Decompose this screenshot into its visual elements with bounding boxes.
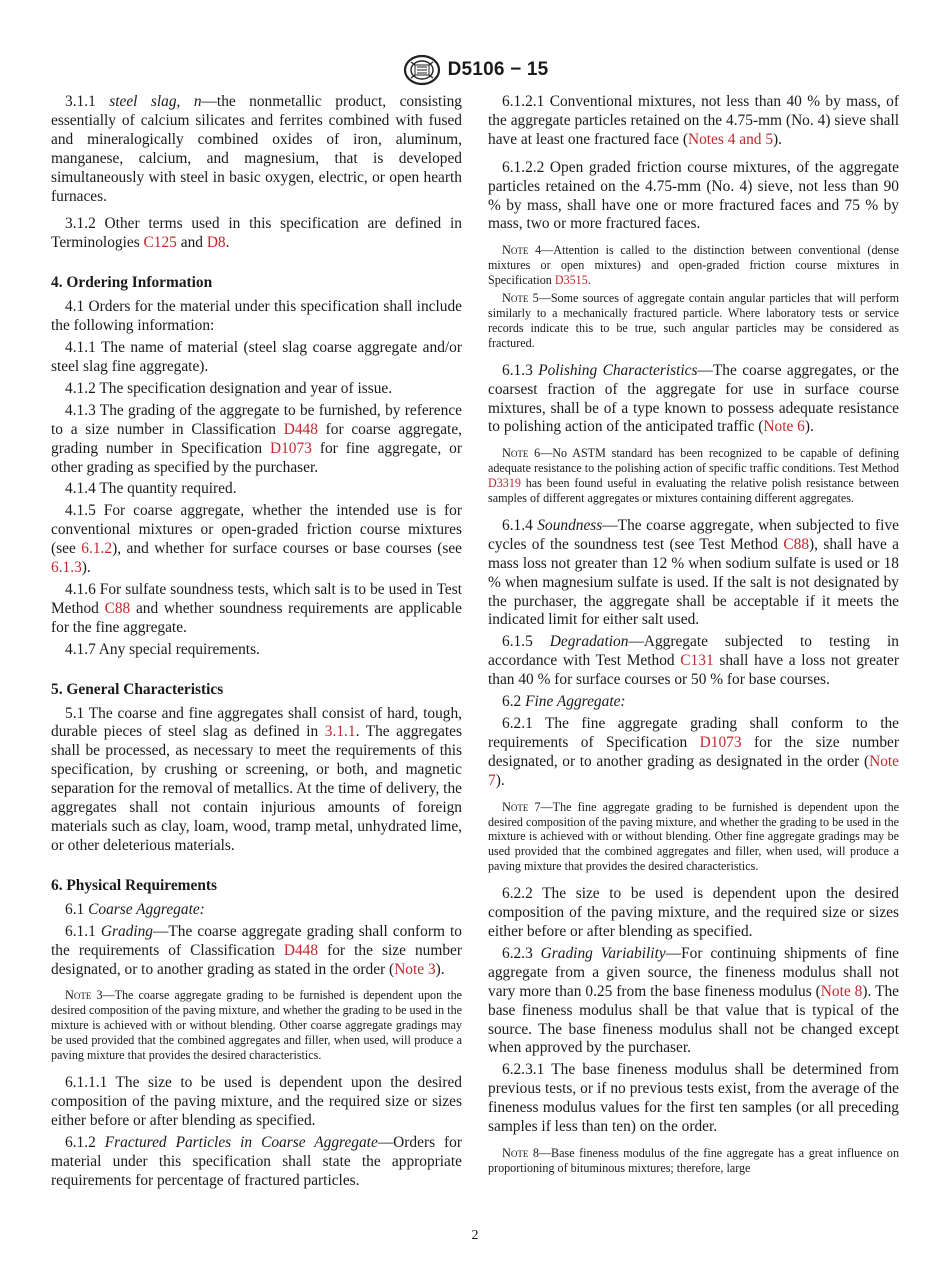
para-3-1-1: 3.1.1 steel slag, n—the nonmetallic product, consisting essentially of calcium silicates and ferrites combined with fused and mineralogically combined oxides of iron, aluminum, manganese, calcium, and magnesium, that is developed simultaneously with steel in basic oxygen, electric, or open hearth furnaces.	[51, 93, 462, 205]
para-4-1-3: 4.1.3 The grading of the aggregate to be furnished, by reference to a size number in Classification D448 for coarse aggregate, grading number in Specification D1073 for fine aggregate, or other grading as specified by the purchaser.	[51, 401, 463, 476]
ref-d448[interactable]: D448	[283, 941, 319, 959]
para-6-2: 6.2 Fine Aggregate:	[502, 693, 626, 711]
ref-6-1-3[interactable]: 6.1.3	[51, 559, 82, 577]
para-6-1-3: 6.1.3 Polishing Characteristics—The coarse aggregates, or the coarsest fraction of the aggregate for use in surface course mixtures, shall be of a type known to possess adequate resistance to polishing action of the anticipated traffic (Note 6).	[488, 361, 899, 436]
para-6-1-2-2: 6.1.2.2 Open graded friction course mixtures, of the aggregate particles retained on the 4.75-mm (No. 4) sieve, not less than 90 % by mass, shall have one or more fractured faces and 75 % by mass, two or more fractured faces.	[488, 158, 899, 233]
ref-c88[interactable]: C88	[104, 599, 131, 617]
ref-c131[interactable]: C131	[680, 652, 714, 670]
ref-d1073[interactable]: D1073	[699, 733, 742, 751]
para-6-1-4: 6.1.4 Soundness—The coarse aggregate, when subjected to five cycles of the soundness test (see Test Method C88), shall have a mass loss not greater than 12 % when sodium sulfate is used or 18 % when magnesium sulfate is used. If the salt is not designated by the purchaser, the aggregate shall be acceptable if it meets the indicated limit for either salt used.	[488, 516, 900, 629]
para-4-1-7: 4.1.7 Any special requirements.	[65, 640, 260, 658]
ref-note-8[interactable]: Note 8	[820, 982, 863, 1000]
note-4: Note 4—Attention is called to the distinction between conventional (dense mixtures or open mixtures) and open-graded friction course mixtures in Specification D3515.	[488, 243, 899, 288]
ref-c125[interactable]: C125	[143, 234, 177, 252]
ref-d3319[interactable]: D3319	[488, 476, 521, 491]
ref-note-6[interactable]: Note 6	[763, 418, 805, 436]
note-8: Note 8—Base fineness modulus of the fine aggregate has a great influence on proportioning of bituminous mixtures; therefore, large	[488, 1145, 899, 1175]
section-4-heading: 4. Ordering Information	[51, 274, 213, 292]
para-6-1-2: 6.1.2 Fractured Particles in Coarse Aggregate—Orders for material under this specification shall state the appropriate requirements for percentage of fractured particles.	[51, 1133, 462, 1189]
para-6-2-2: 6.2.2 The size to be used is dependent upon the desired composition of the paving mixture, and the required size or sizes either before or after blending as specified.	[488, 885, 899, 940]
ref-3-1-1[interactable]: 3.1.1	[324, 723, 356, 741]
para-6-2-3-1: 6.2.3.1 The base fineness modulus shall be determined from previous tests, or if no previous tests exist, from the average of the fineness modulus values for the first ten samples (or all preceding samples if less than ten) on the order.	[488, 1061, 899, 1136]
para-6-2-3: 6.2.3 Grading Variability—For continuing shipments of fine aggregate from a given source, the fineness modulus shall not vary more than 0.25 from the base fineness modulus (Note 8). The base fineness modulus shall be that value that is typical of the source. The base fineness modulus shall not be changed except when approved by the purchaser.	[488, 944, 899, 1057]
para-4-1-1: 4.1.1 The name of material (steel slag coarse aggregate and/or steel slag fine aggregate).	[51, 339, 462, 375]
para-4-1-2: 4.1.2 The specification designation and year of issue.	[65, 379, 393, 397]
para-3-1-2: 3.1.2 Other terms used in this specification are defined in Terminologies C125 and D8.	[51, 215, 462, 252]
note-6: Note 6—No ASTM standard has been recognized to be capable of defining adequate resistance to the polishing action of specific traffic conditions. Test Method D3319 has been found useful in evaluating the relative polish resistance between samples of different aggregates or mixtures containing different aggregates.	[488, 446, 899, 506]
ref-note-7[interactable]: Note 7	[488, 752, 899, 789]
para-6-1: 6.1 Coarse Aggregate:	[65, 900, 205, 918]
ref-notes-4-5[interactable]: Notes 4 and 5	[687, 130, 774, 148]
para-6-1-1-1: 6.1.1.1 The size to be used is dependent upon the desired composition of the paving mixture, and the required size or sizes either before or after blending as specified.	[51, 1073, 462, 1129]
para-5-1: 5.1 The coarse and fine aggregates shall consist of hard, tough, durable pieces of steel slag as defined in 3.1.1. The aggregates shall be processed, as necessary to meet the requirements of this specification, by crushing or screening, or both, and magnetic separation for the removal of metallics. At the time of delivery, the aggregates shall not contain injurious amounts of foreign materials such as clay, loam, wood, tramp metal, unhydrated lime, or other deleterious materials.	[51, 704, 462, 854]
para-6-1-1: 6.1.1 Grading—The coarse aggregate grading shall conform to the requirements of Classification D448 for the size number designated, or to another grading as stated in the order (Note 3).	[51, 922, 462, 978]
para-4-1: 4.1 Orders for the material under this specification shall include the following information:	[51, 298, 462, 335]
ref-d3515[interactable]: D3515	[554, 273, 588, 288]
note-3: Note 3—The coarse aggregate grading to be furnished is dependent upon the desired composition of the paving mixture, and whether the grading to be used in the mixture is achieved with or without blending. Other coarse aggregate gradings may be used provided that the combined aggregates and filler, when used, will produce a paving mixture that provides the desired characteristics.	[51, 988, 462, 1063]
para-6-1-2-1: 6.1.2.1 Conventional mixtures, not less than 40 % by mass, of the aggregate particles retained on the 4.75-mm (No. 4) sieve shall have at least one fractured face (Notes 4 and 5).	[488, 93, 899, 148]
para-6-2-1: 6.2.1 The fine aggregate grading shall conform to the requirements of Specification D1073 for the size number designated, or to another grading as designated in the order (Note 7).	[488, 715, 899, 789]
para-6-1-5: 6.1.5 Degradation—Aggregate subjected to testing in accordance with Test Method C131 shall have a loss not greater than 40 % for surface courses or 50 % for base courses.	[488, 633, 899, 689]
ref-c88[interactable]: C88	[783, 535, 810, 553]
section-5-heading: 5. General Characteristics	[51, 680, 224, 698]
page-number: 2	[471, 1228, 479, 1243]
ref-6-1-2[interactable]: 6.1.2	[81, 540, 113, 558]
page-header	[0, 52, 950, 88]
para-4-1-6: 4.1.6 For sulfate soundness tests, which salt is to be used in Test Method C88 and whether soundness requirements are applicable for the fine aggregate.	[51, 580, 462, 636]
ref-d1073[interactable]: D1073	[269, 439, 312, 457]
note-7: Note 7—The fine aggregate grading to be furnished is dependent upon the desired composition of the paving mixture, and whether the grading to be used in the mixture is achieved with or without blending. Other fine aggregate gradings may be used provided that the combined aggregates and filler, when used, will produce a paving mixture that provides the desired characteristics.	[488, 799, 899, 874]
ref-note-3[interactable]: Note 3	[394, 960, 436, 978]
notes-4-5	[488, 243, 899, 350]
section-6-heading: 6. Physical Requirements	[51, 876, 218, 894]
document-id: D5106 − 15	[447, 59, 549, 80]
ref-d448[interactable]: D448	[283, 420, 318, 438]
ref-d8[interactable]: D8	[206, 234, 226, 252]
para-4-1-5: 4.1.5 For coarse aggregate, whether the intended use is for conventional mixtures or open-graded friction course mixtures (see 6.1.2), and whether for surface courses or base courses (see 6.1.3).	[51, 502, 462, 577]
note-5: Note 5—Some sources of aggregate contain angular particles that will perform similarly to a mechanically fractured particle. Where laboratory tests or service records indicate this to be true, such angular particles may be considered as fractured.	[488, 291, 899, 350]
para-4-1-4: 4.1.4 The quantity required.	[65, 480, 237, 498]
right-column	[488, 93, 899, 1187]
astm-logo-icon	[402, 54, 442, 86]
left-column	[51, 93, 462, 1190]
